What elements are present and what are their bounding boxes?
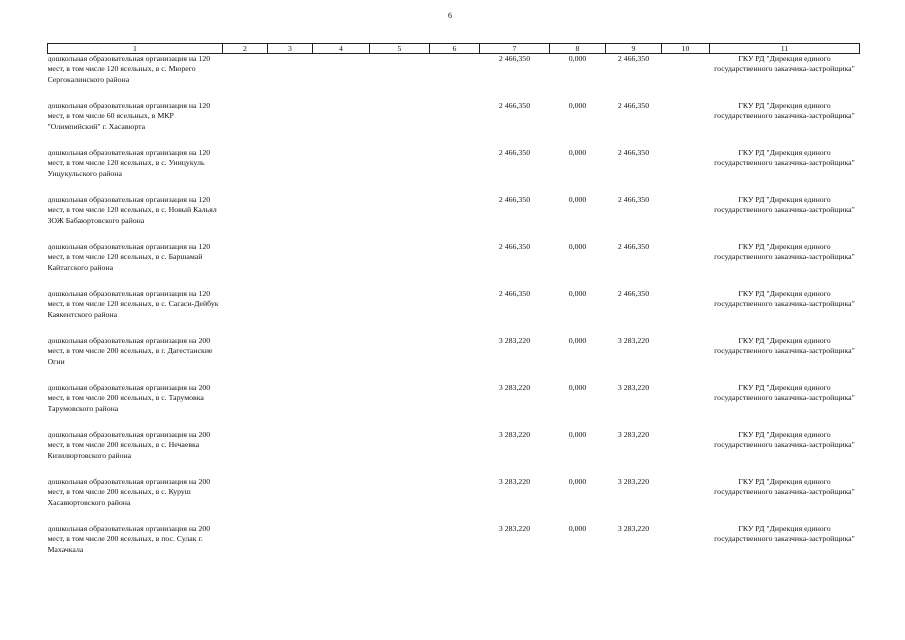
empty-cell [370, 524, 430, 571]
empty-cell [430, 54, 480, 102]
agency-cell: ГКУ РД "Дирекция единого государственного заказчика-застройщика" [714, 54, 855, 74]
column-header: 1 [48, 44, 223, 54]
facility-name-cell: дошкольная образовательная организация на 120 мест, в том числе 120 ясельных, в с. Новый Кальял ЗОЖ Бабаюртовского района [47, 195, 217, 225]
amount-cell: 2 466,350 [498, 289, 531, 298]
empty-cell [223, 148, 268, 195]
column-header: 9 [606, 44, 662, 54]
page-number: 6 [448, 11, 452, 20]
table-row [48, 383, 860, 430]
facility-name-cell: дошкольная образовательная организация на 200 мест, в том числе 200 ясельных, в с. Тарумовка Тарумовского района [47, 383, 211, 413]
empty-cell [313, 430, 370, 477]
empty-cell [313, 477, 370, 524]
facility-name-cell: дошкольная образовательная организация на 120 мест, в том числе 120 ясельных, в с. Мюрего Сергокалинского района [47, 54, 211, 84]
column-header: 2 [223, 44, 268, 54]
table-row [48, 289, 860, 336]
agency-cell: ГКУ РД "Дирекция единого государственного заказчика-застройщика" [714, 148, 855, 168]
empty-cell [430, 195, 480, 242]
empty-cell [370, 430, 430, 477]
facility-name-cell: дошкольная образовательная организация на 120 мест, в том числе 120 ясельных, в с. Баршамай Кайтагского района [47, 242, 211, 272]
empty-cell [430, 101, 480, 148]
table-row [48, 336, 860, 383]
total-amount-cell: 2 466,350 [617, 101, 650, 110]
zero-amount-cell: 0,000 [568, 289, 587, 298]
empty-cell [370, 195, 430, 242]
table-row [48, 524, 860, 571]
empty-cell [313, 54, 370, 102]
empty-cell [223, 430, 268, 477]
column-number-row [48, 44, 860, 54]
total-amount-cell: 2 466,350 [617, 242, 650, 251]
empty-cell [268, 524, 313, 571]
table-row [48, 430, 860, 477]
empty-cell [430, 289, 480, 336]
zero-amount-cell: 0,000 [568, 430, 587, 439]
amount-cell: 3 283,220 [498, 383, 531, 392]
empty-cell [223, 477, 268, 524]
table-row [48, 195, 860, 242]
facility-name-cell: дошкольная образовательная организация на 200 мест, в том числе 200 ясельных, в с. Куруш Хасавюртовского района [47, 477, 211, 507]
facility-name-cell: дошкольная образовательная организация на 120 мест, в том числе 120 ясельных, в с. Сагаси-Дейбук Каякентского района [47, 289, 219, 319]
agency-cell: ГКУ РД "Дирекция единого государственного заказчика-застройщика" [714, 195, 855, 215]
table-row [48, 148, 860, 195]
empty-cell [313, 336, 370, 383]
column-header: 4 [313, 44, 370, 54]
empty-cell [370, 54, 430, 102]
empty-cell [268, 477, 313, 524]
zero-amount-cell: 0,000 [568, 101, 587, 110]
table-row [48, 101, 860, 148]
budget-table [47, 43, 860, 571]
column-header: 8 [550, 44, 606, 54]
empty-cell [313, 242, 370, 289]
empty-cell [430, 524, 480, 571]
agency-cell: ГКУ РД "Дирекция единого государственного заказчика-застройщика" [714, 289, 855, 309]
empty-cell [268, 148, 313, 195]
empty-cell [430, 148, 480, 195]
agency-cell: ГКУ РД "Дирекция единого государственного заказчика-застройщика" [714, 524, 855, 544]
empty-cell [662, 524, 710, 571]
agency-cell: ГКУ РД "Дирекция единого государственного заказчика-застройщика" [714, 336, 855, 356]
facility-name-cell: дошкольная образовательная организация на 120 мест, в том числе 60 ясельных, в МКР "Олимпийский" г. Хасавюрта [47, 101, 211, 131]
zero-amount-cell: 0,000 [568, 524, 587, 533]
total-amount-cell: 3 283,220 [617, 336, 650, 345]
total-amount-cell: 3 283,220 [617, 477, 650, 486]
empty-cell [370, 477, 430, 524]
empty-cell [268, 54, 313, 102]
empty-cell [268, 430, 313, 477]
column-header: 3 [268, 44, 313, 54]
empty-cell [662, 477, 710, 524]
empty-cell [370, 242, 430, 289]
zero-amount-cell: 0,000 [568, 242, 587, 251]
agency-cell: ГКУ РД "Дирекция единого государственного заказчика-застройщика" [714, 430, 855, 450]
empty-cell [268, 101, 313, 148]
amount-cell: 3 283,220 [498, 336, 531, 345]
facility-name-cell: дошкольная образовательная организация на 200 мест, в том числе 200 ясельных, в г. Дагестанские Огни [47, 336, 213, 366]
empty-cell [662, 430, 710, 477]
column-header: 11 [710, 44, 860, 54]
empty-cell [430, 336, 480, 383]
empty-cell [370, 148, 430, 195]
empty-cell [662, 148, 710, 195]
zero-amount-cell: 0,000 [568, 195, 587, 204]
total-amount-cell: 2 466,350 [617, 289, 650, 298]
agency-cell: ГКУ РД "Дирекция единого государственного заказчика-застройщика" [714, 477, 855, 497]
facility-name-cell: дошкольная образовательная организация на 200 мест, в том числе 200 ясельных, в с. Нечаевка Кизилюртовского района [47, 430, 211, 460]
total-amount-cell: 2 466,350 [617, 54, 650, 63]
zero-amount-cell: 0,000 [568, 336, 587, 345]
agency-cell: ГКУ РД "Дирекция единого государственного заказчика-застройщика" [714, 242, 855, 262]
empty-cell [223, 336, 268, 383]
empty-cell [430, 383, 480, 430]
total-amount-cell: 3 283,220 [617, 524, 650, 533]
amount-cell: 2 466,350 [498, 242, 531, 251]
amount-cell: 2 466,350 [498, 54, 531, 63]
empty-cell [223, 524, 268, 571]
total-amount-cell: 3 283,220 [617, 383, 650, 392]
empty-cell [313, 524, 370, 571]
amount-cell: 2 466,350 [498, 195, 531, 204]
empty-cell [223, 242, 268, 289]
column-header: 5 [370, 44, 430, 54]
empty-cell [662, 195, 710, 242]
empty-cell [370, 101, 430, 148]
total-amount-cell: 3 283,220 [617, 430, 650, 439]
empty-cell [223, 54, 268, 102]
empty-cell [430, 242, 480, 289]
empty-cell [268, 383, 313, 430]
empty-cell [268, 289, 313, 336]
empty-cell [370, 336, 430, 383]
amount-cell: 2 466,350 [498, 148, 531, 157]
column-header: 6 [430, 44, 480, 54]
facility-name-cell: дошкольная образовательная организация на 120 мест, в том числе 120 ясельных, в с. Уницукуль Унцукульского района [47, 148, 211, 178]
empty-cell [662, 101, 710, 148]
empty-cell [268, 336, 313, 383]
empty-cell [313, 195, 370, 242]
empty-cell [313, 383, 370, 430]
empty-cell [268, 242, 313, 289]
facility-name-cell: дошкольная образовательная организация на 200 мест, в том числе 200 ясельных, в пос. Сулак г. Махачкала [47, 524, 211, 554]
zero-amount-cell: 0,000 [568, 54, 587, 63]
empty-cell [313, 289, 370, 336]
column-header: 7 [480, 44, 550, 54]
empty-cell [223, 101, 268, 148]
empty-cell [223, 289, 268, 336]
table-row [48, 54, 860, 102]
table-row [48, 242, 860, 289]
amount-cell: 3 283,220 [498, 524, 531, 533]
zero-amount-cell: 0,000 [568, 148, 587, 157]
amount-cell: 2 466,350 [498, 101, 531, 110]
empty-cell [430, 477, 480, 524]
empty-cell [313, 101, 370, 148]
empty-cell [430, 430, 480, 477]
table-row [48, 477, 860, 524]
amount-cell: 3 283,220 [498, 430, 531, 439]
empty-cell [268, 195, 313, 242]
empty-cell [370, 289, 430, 336]
empty-cell [223, 383, 268, 430]
empty-cell [662, 383, 710, 430]
empty-cell [662, 336, 710, 383]
empty-cell [223, 195, 268, 242]
total-amount-cell: 2 466,350 [617, 195, 650, 204]
column-header: 10 [662, 44, 710, 54]
empty-cell [662, 289, 710, 336]
empty-cell [662, 242, 710, 289]
total-amount-cell: 2 466,350 [617, 148, 650, 157]
empty-cell [662, 54, 710, 102]
zero-amount-cell: 0,000 [568, 383, 587, 392]
empty-cell [370, 383, 430, 430]
empty-cell [313, 148, 370, 195]
zero-amount-cell: 0,000 [568, 477, 587, 486]
agency-cell: ГКУ РД "Дирекция единого государственного заказчика-застройщика" [714, 101, 855, 121]
amount-cell: 3 283,220 [498, 477, 531, 486]
agency-cell: ГКУ РД "Дирекция единого государственного заказчика-застройщика" [714, 383, 855, 403]
